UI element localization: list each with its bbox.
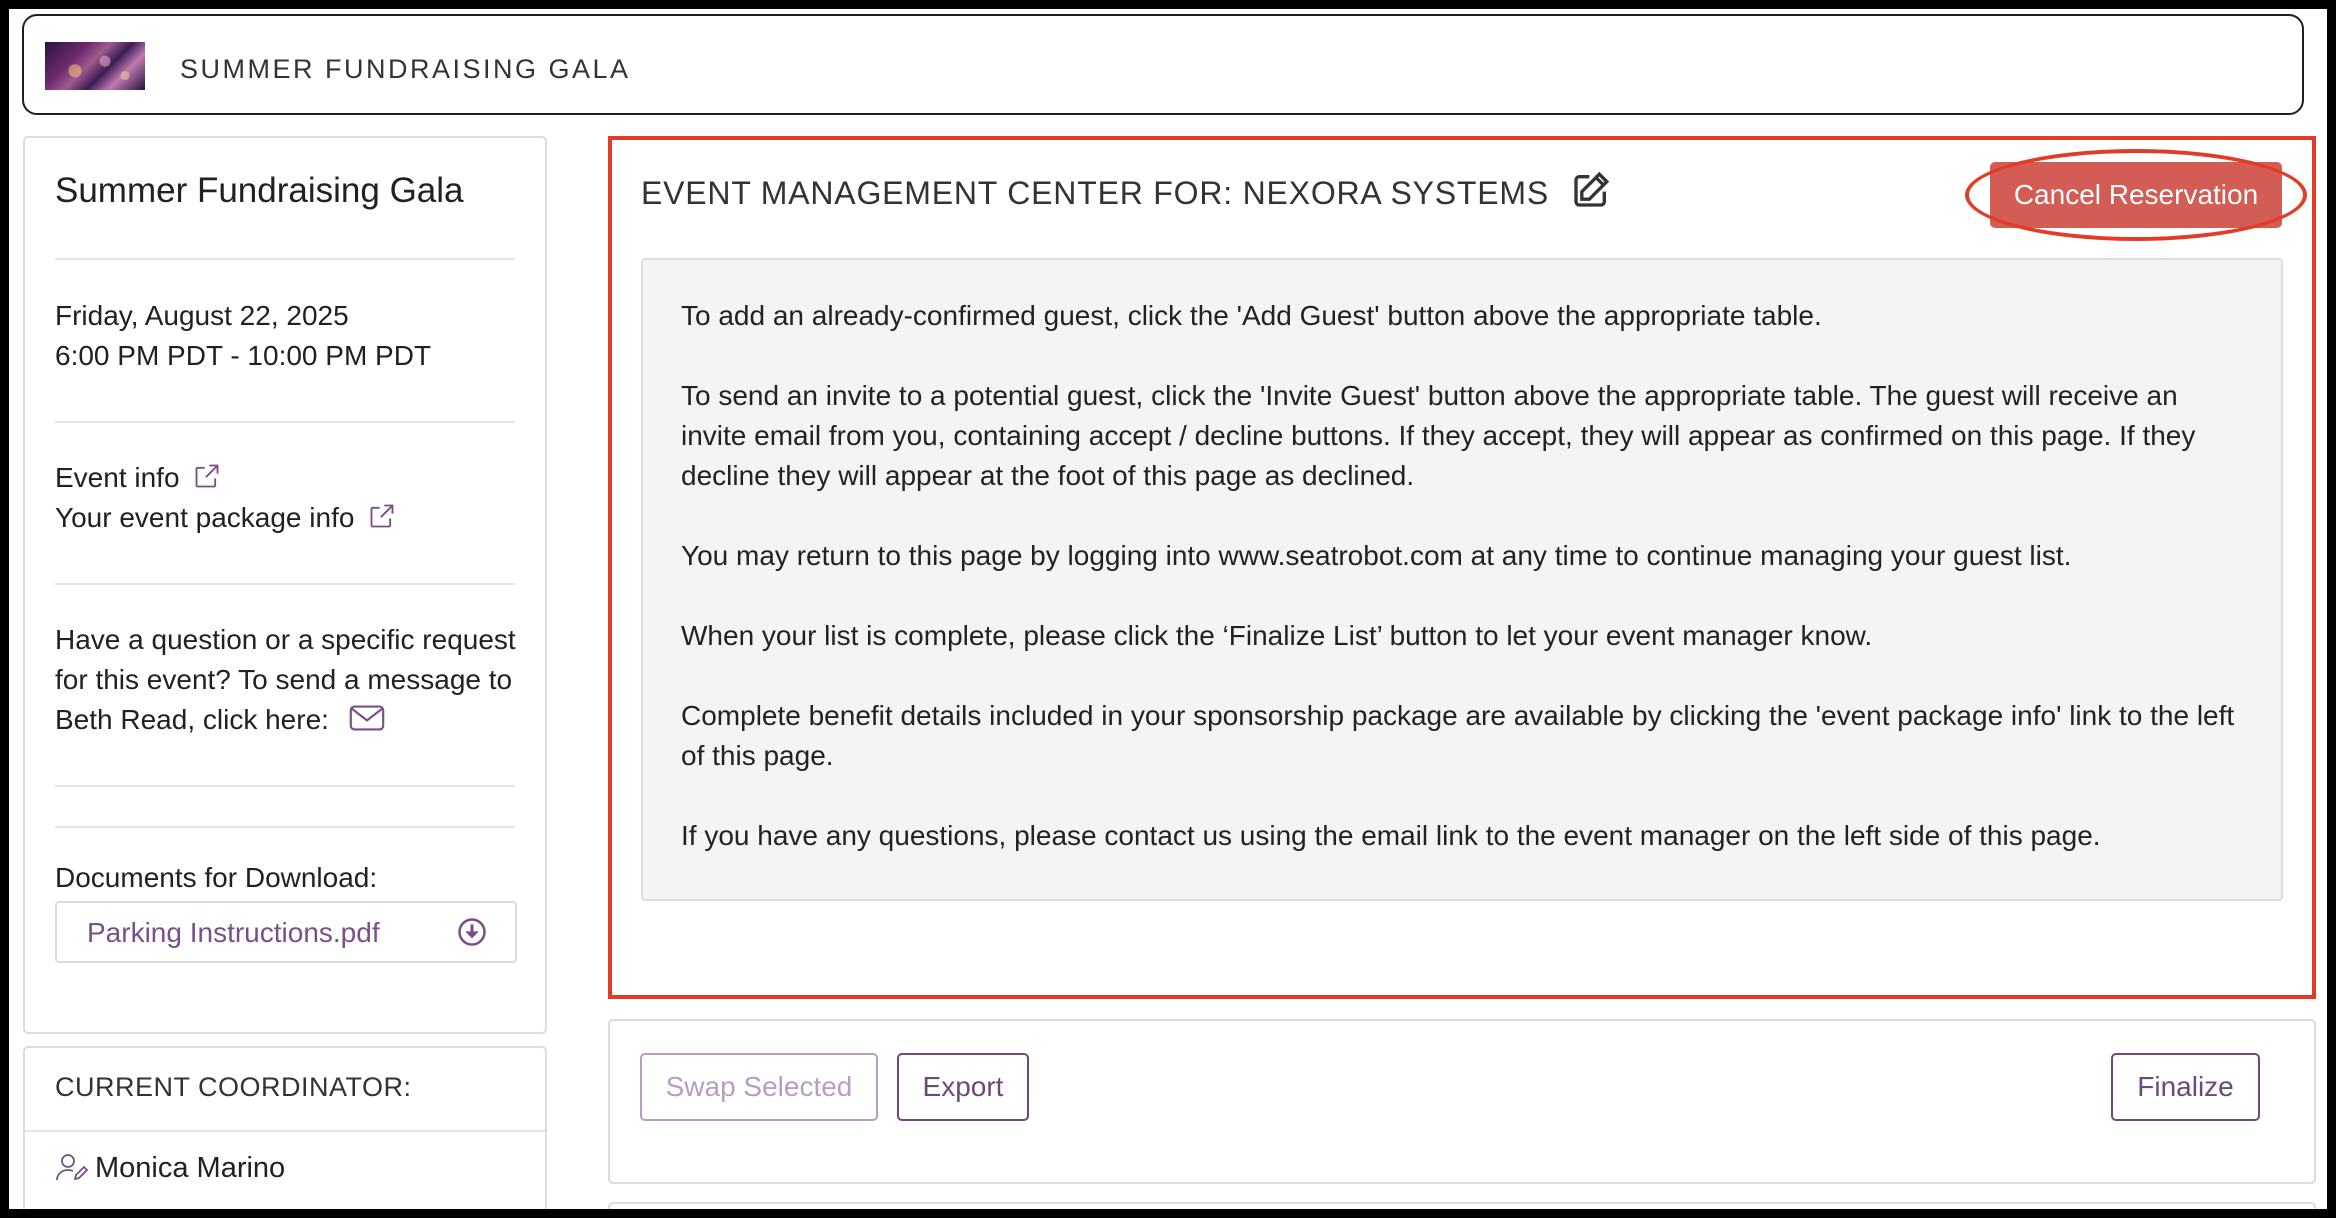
external-link-icon[interactable] xyxy=(193,462,221,490)
page xyxy=(9,9,2327,1209)
coordinator-card xyxy=(23,1046,547,1209)
instructions-panel xyxy=(641,258,2283,901)
swap-selected-button[interactable]: Swap Selected xyxy=(640,1053,878,1121)
instruction-paragraph: If you have any questions, please contact us using the email link to the event manager on the left side of this page. xyxy=(681,820,2101,851)
download-icon[interactable] xyxy=(457,917,487,947)
package-info-label[interactable]: Your event package info xyxy=(55,502,355,533)
documents-label: Documents for Download: xyxy=(55,862,378,893)
coordinator-label: CURRENT COORDINATOR: xyxy=(55,1072,412,1102)
instruction-paragraph: When your list is complete, please click the ‘Finalize List’ button to let your event manager know. xyxy=(681,620,1873,651)
panel-title: EVENT MANAGEMENT CENTER FOR: NEXORA SYSTEMS xyxy=(641,175,1550,211)
question-line-1: Have a question or a specific request xyxy=(55,624,516,655)
guest-table-card xyxy=(608,1202,2316,1209)
instruction-paragraph: To send an invite to a potential guest, click the 'Invite Guest' button above the appropriate table. The guest will receive an invite email from you, containing accept / decline buttons. If they accept, they will appear as confirmed on this page. If they decline they will appear at the foot of this page as declined. xyxy=(681,380,2196,491)
divider xyxy=(55,421,515,423)
question-line-3: Beth Read, click here: xyxy=(55,704,329,735)
cancel-reservation-button[interactable]: Cancel Reservation xyxy=(1990,162,2282,228)
divider xyxy=(25,1130,545,1132)
instruction-paragraph: To add an already-confirmed guest, click the 'Add Guest' button above the appropriate table. xyxy=(681,300,1822,331)
divider xyxy=(55,826,515,828)
finalize-button[interactable]: Finalize xyxy=(2111,1053,2260,1121)
question-line-3-wrap xyxy=(55,700,385,740)
question-line-2: for this event? To send a message to xyxy=(55,664,513,695)
event-time: 6:00 PM PDT - 10:00 PM PDT xyxy=(55,340,432,371)
event-title: Summer Fundraising Gala xyxy=(55,171,464,210)
coordinator xyxy=(55,1152,285,1185)
event-date: Friday, August 22, 2025 xyxy=(55,300,349,331)
panel-title-wrap xyxy=(641,170,1611,212)
event-details-card xyxy=(23,136,547,1034)
instruction-paragraph: You may return to this page by logging into www.seatrobot.com at any time to continue managing your guest list. xyxy=(681,540,2072,571)
envelope-icon[interactable] xyxy=(349,704,385,732)
event-management-panel xyxy=(608,136,2316,999)
divider xyxy=(55,785,515,787)
event-info-link[interactable] xyxy=(55,458,221,498)
document-download-item[interactable] xyxy=(55,901,517,963)
divider xyxy=(55,258,515,260)
export-button[interactable]: Export xyxy=(897,1053,1029,1121)
external-link-icon[interactable] xyxy=(368,502,396,530)
coordinator-name: Monica Marino xyxy=(95,1152,286,1184)
package-info-link[interactable] xyxy=(55,498,396,538)
event-info-label[interactable]: Event info xyxy=(55,462,180,493)
instruction-paragraph: Complete benefit details included in your sponsorship package are available by clicking the 'event package info' link to the left of this page. xyxy=(681,700,2235,771)
header-title: SUMMER FUNDRAISING GALA xyxy=(180,54,631,84)
header-bar xyxy=(22,14,2304,115)
action-toolbar xyxy=(608,1019,2316,1184)
document-link[interactable]: Parking Instructions.pdf xyxy=(87,917,380,948)
divider xyxy=(55,583,515,585)
user-edit-icon xyxy=(55,1152,89,1182)
edit-icon[interactable] xyxy=(1571,170,1611,210)
event-logo[interactable] xyxy=(45,42,145,90)
